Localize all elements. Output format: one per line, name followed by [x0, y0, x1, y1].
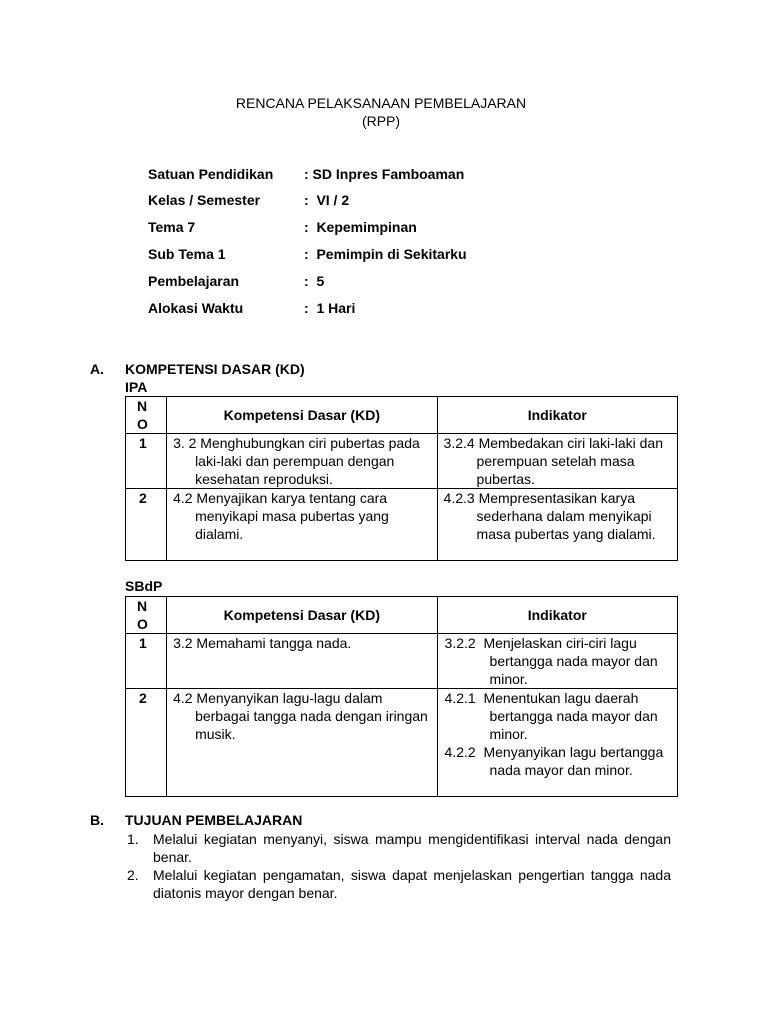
indikator-cell: 3.2.2 Menjelaskan ciri-ciri lagu bertangga nada mayor dan minor.	[437, 634, 677, 689]
kd-cell: 4.2 Menyanyikan lagu-lagu dalam berbagai tangga nada dengan iringan musik.	[167, 689, 437, 797]
section-b-letter: B.	[90, 812, 104, 828]
kd-table-sbdp	[125, 596, 678, 797]
identity-value: : VI / 2	[304, 192, 350, 208]
header-kd: Kompetensi Dasar (KD)	[167, 597, 437, 634]
table-header-row	[126, 397, 678, 434]
table-row	[126, 634, 678, 689]
list-item	[125, 830, 671, 866]
section-b-title: TUJUAN PEMBELAJARAN	[125, 812, 303, 828]
document-title: RENCANA PELAKSANAAN PEMBELAJARAN	[235, 95, 527, 111]
kd-cell: 3. 2 Menghubungkan ciri pubertas pada laki-laki dan perempuan dengan kesehatan reproduksi.	[167, 434, 437, 489]
indikator-cell: 4.2.3 Mempresentasikan karya sederhana dalam menyikapi masa pubertas yang dialami.	[437, 489, 677, 561]
list-item-text: Melalui kegiatan pengamatan, siswa dapat menjelaskan pengertian tangga nada diatonis mayor dengan benar.	[153, 867, 671, 901]
header-indikator: Indikator	[437, 597, 677, 634]
indikator-cell: 4.2.1 Menentukan lagu daerah bertangga nada mayor dan minor. 4.2.2 Menyanyikan lagu bertangga nada mayor dan minor.	[437, 689, 677, 797]
table-row	[126, 434, 678, 489]
header-no: N O	[126, 597, 167, 634]
identity-value: : 1 Hari	[304, 300, 356, 316]
table-row	[126, 689, 678, 797]
section-a-letter: A.	[90, 361, 104, 377]
goals-list	[125, 830, 671, 902]
subject-label-sbdp: SBdP	[125, 578, 163, 594]
kd-cell: 4.2 Menyajikan karya tentang cara menyikapi masa pubertas yang dialami.	[167, 489, 437, 561]
kd-table-ipa	[125, 396, 678, 561]
list-item-number: 1.	[127, 831, 139, 847]
section-a-title: KOMPETENSI DASAR (KD)	[125, 361, 305, 377]
header-kd: Kompetensi Dasar (KD)	[167, 397, 437, 434]
identity-value: : Kepemimpinan	[304, 219, 417, 235]
identity-value: : 5	[304, 273, 325, 289]
row-number: 1	[126, 434, 167, 489]
list-item-text: Melalui kegiatan menyanyi, siswa mampu mengidentifikasi interval nada dengan benar.	[153, 831, 671, 865]
row-number: 2	[126, 489, 167, 561]
identity-label: Satuan Pendidikan	[148, 166, 274, 182]
identity-value: : Pemimpin di Sekitarku	[304, 246, 467, 262]
table-row	[126, 489, 678, 561]
identity-label: Alokasi Waktu	[148, 300, 244, 316]
table-header-row	[126, 597, 678, 634]
list-item-number: 2.	[127, 867, 139, 883]
identity-label: Sub Tema 1	[148, 246, 226, 262]
document-subtitle: (RPP)	[361, 113, 401, 129]
identity-label: Tema 7	[148, 219, 196, 235]
header-indikator: Indikator	[437, 397, 677, 434]
row-number: 2	[126, 689, 167, 797]
row-number: 1	[126, 634, 167, 689]
list-item	[125, 866, 671, 902]
identity-label: Pembelajaran	[148, 273, 240, 289]
identity-label: Kelas / Semester	[148, 192, 261, 208]
identity-value: : SD Inpres Famboaman	[304, 166, 465, 182]
indikator-cell: 3.2.4 Membedakan ciri laki-laki dan perempuan setelah masa pubertas.	[437, 434, 677, 489]
kd-cell: 3.2 Memahami tangga nada.	[167, 634, 437, 689]
subject-label-ipa: IPA	[125, 379, 148, 395]
header-no: N O	[126, 397, 167, 434]
